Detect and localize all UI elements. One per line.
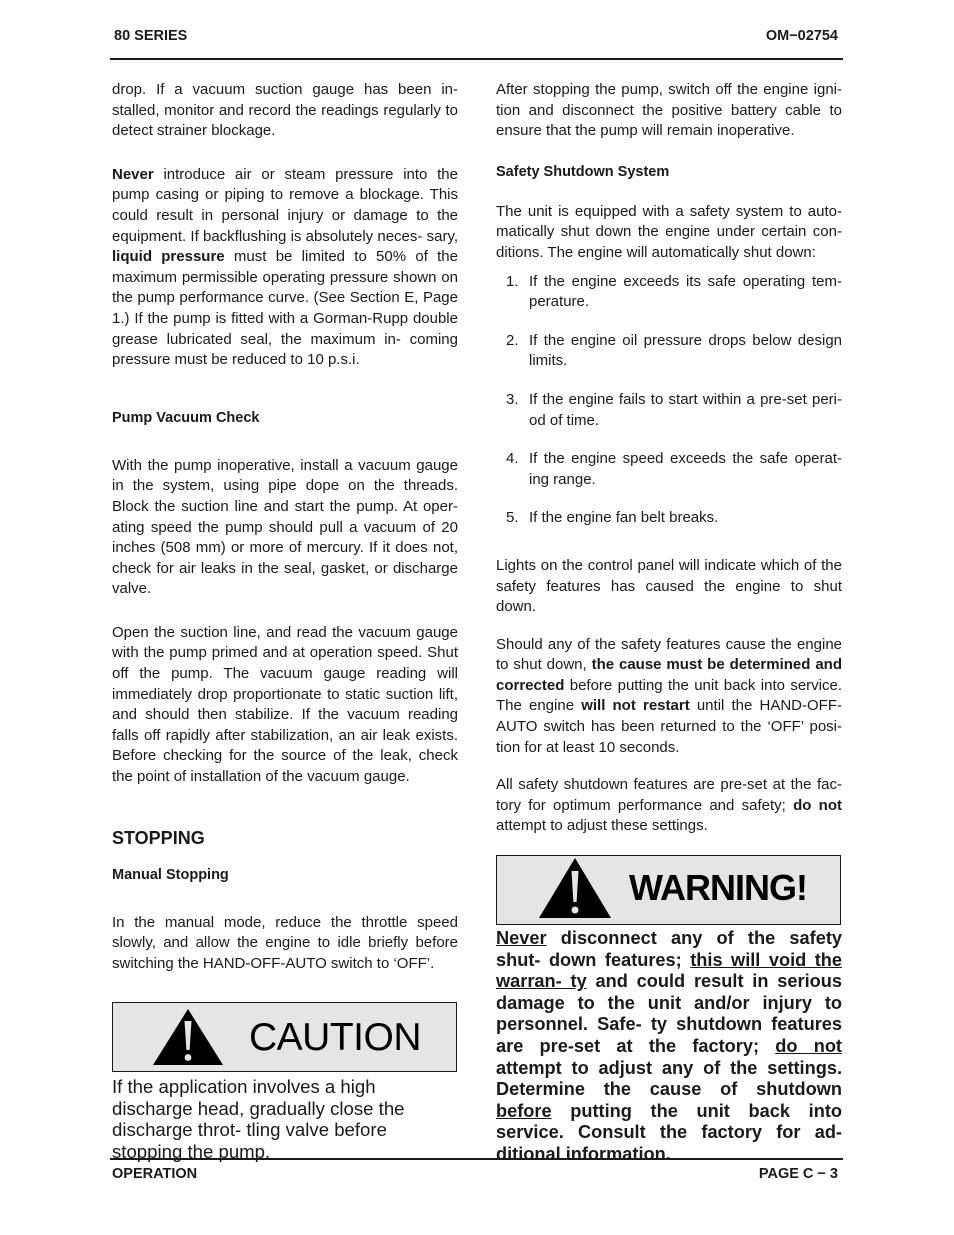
warning-word: WARNING! bbox=[629, 867, 807, 909]
warning-banner bbox=[496, 855, 841, 925]
footer-rule bbox=[110, 1158, 843, 1160]
shutdown-cause-paragraph: Should any of the safety features cause the engine to shut down, the cause must be determined and corrected before putting the unit back into service. The engine will not restart until the HAND-OFF- AUTO switch has been returned to the ‘OFF’ posi- tion for at least 10 seconds. bbox=[496, 635, 842, 756]
caution-triangle-icon bbox=[151, 1007, 225, 1067]
engine-ignition-paragraph: After stopping the pump, switch off the engine igni- tion and disconnect the positive battery cable to ensure that the pump will remain inoperative. bbox=[496, 81, 842, 140]
caution-message: If the application involves a high discharge head, gradually close the discharge throt- tling valve before stopping the pump. bbox=[112, 1076, 405, 1162]
section-heading-manual-stopping: Manual Stopping bbox=[112, 866, 229, 883]
strainer-paragraph: drop. If a vacuum suction gauge has been in- stalled, monitor and record the readings regularly to detect strainer blockage. bbox=[112, 81, 458, 140]
never-emphasis: Never bbox=[112, 165, 154, 183]
running-footer-section: OPERATION bbox=[112, 1166, 198, 1182]
blockage-paragraph: Never introduce air or steam pressure into the pump casing or piping to remove a blockage. This could result in personal injury or damage to the equipment. If backflushing is absolutely neces- sary, liquid pressure must be limited to 50% of the maximum permissible operating pressure shown on the pump performance curve. (See Section E, Page 1.) If the pump is fitted with a Gorman-Rupp double grease lubricated seal, the maximum in- coming pressure must be reduced to 10 p.s.i. bbox=[112, 165, 458, 369]
liquid-pressure-emphasis: liquid pressure bbox=[112, 248, 225, 266]
header-rule bbox=[110, 58, 843, 60]
page-number: PAGE C − 3 bbox=[758, 1166, 838, 1182]
right-column bbox=[496, 80, 842, 1166]
list-item: 4. If the engine speed exceeds the safe operat- ing range. bbox=[506, 450, 842, 488]
list-item: 5. If the engine fan belt breaks. bbox=[506, 509, 719, 527]
list-item: 1. If the engine exceeds its safe operating tem- perature. bbox=[506, 272, 842, 311]
vacuum-gauge-install-paragraph: With the pump inoperative, install a vacuum gauge in the system, using pipe dope on the threads. Block the suction line and start the pump. At oper- ating speed the pump should pull a vacuum of 20 inches (508 mm) or more of mercury. If it does not, check for air leaks in the seal, gasket, or discharge valve. bbox=[112, 456, 458, 598]
section-heading-safety-shutdown: Safety Shutdown System bbox=[496, 163, 670, 180]
list-item: 3. If the engine fails to start within a pre-set peri- od of time. bbox=[506, 390, 842, 429]
preset-features-paragraph: All safety shutdown features are pre-set at the fac- tory for optimum performance and safety; do not attempt to adjust these settings. bbox=[496, 776, 842, 835]
section-heading-stopping: STOPPING bbox=[112, 827, 205, 848]
list-item: 2. If the engine oil pressure drops below design limits. bbox=[506, 331, 842, 370]
warning-triangle-icon bbox=[537, 856, 613, 920]
control-panel-lights-paragraph: Lights on the control panel will indicate which of the safety features has caused the engine to shut down. bbox=[496, 556, 842, 616]
safety-system-paragraph: The unit is equipped with a safety system to auto- matically shut down the engine under certain con- ditions. The engine will automatically shut down: bbox=[496, 202, 842, 261]
manual-stopping-paragraph: In the manual mode, reduce the throttle speed slowly, and allow the engine to idle briefly before switching the HAND-OFF-AUTO switch to ‘OFF’. bbox=[112, 913, 458, 972]
vacuum-reading-paragraph: Open the suction line, and read the vacuum gauge with the pump primed and at operation speed. Shut off the pump. The vacuum gauge reading will immediately drop proportionate to static suction lift, and should then stabilize. If the vacuum reading falls off rapidly after stabilization, an air leak exists. Before checking for the source of the leak, check the point of installation of the vacuum gauge. bbox=[112, 623, 458, 786]
section-heading-pump-vacuum-check: Pump Vacuum Check bbox=[112, 409, 260, 426]
left-column bbox=[112, 80, 458, 1162]
running-header-series: 80 SERIES bbox=[114, 28, 188, 44]
warning-message: Never disconnect any of the safety shut- down features; this will void the warran- ty and could result in serious damage to the unit and/or injury to personnel. Safe- ty shutdown features are pre-set at the factory; do not attempt to adjust any of the settings. Determine the cause of shutdown before putting the unit back into service. Consult the factory for ad- ditional information. bbox=[496, 928, 842, 1164]
caution-word: CAUTION bbox=[249, 1016, 421, 1060]
caution-banner bbox=[112, 1002, 457, 1072]
shutdown-conditions-list bbox=[496, 272, 842, 529]
running-header-doc-number: OM−02754 bbox=[765, 28, 838, 44]
